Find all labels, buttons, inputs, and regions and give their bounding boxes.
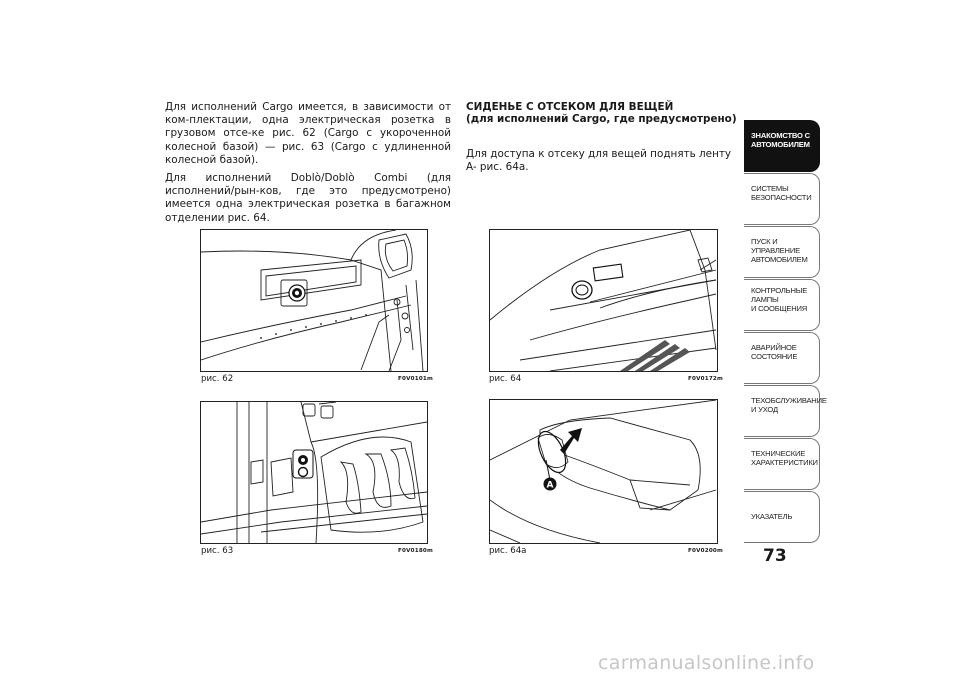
tab-label: КОНТРОЛЬНЫЕ ЛАМПЫ И СООБЩЕНИЯ bbox=[751, 286, 808, 314]
tab-emergency[interactable] bbox=[744, 332, 820, 384]
tab-technical-data[interactable] bbox=[744, 438, 820, 490]
tab-label: ЗНАКОМСТВО С АВТОМОБИЛЕМ bbox=[751, 131, 810, 150]
tab-safety[interactable] bbox=[744, 173, 820, 225]
right-text-column bbox=[466, 148, 744, 179]
figure-code: F0V0172m bbox=[688, 376, 724, 382]
figure-caption: рис. 64a bbox=[489, 546, 527, 556]
left-text-column bbox=[165, 101, 451, 230]
tab-label: УКАЗАТЕЛЬ bbox=[751, 512, 793, 521]
tab-index[interactable] bbox=[744, 491, 820, 543]
tab-label: СИСТЕМЫ БЕЗОПАСНОСТИ bbox=[751, 184, 812, 203]
figure-code: F0V0101m bbox=[398, 376, 434, 382]
paragraph: Для исполнений Cargo имеется, в зависимости от ком-плектации, одна электрическая розетка в грузовом отсе-ке рис. 62 (Cargo с укороченной колесной базой) — рис. 63 (Cargo с удлиненной колесной базой). bbox=[165, 101, 451, 166]
figure-62-illustration bbox=[200, 229, 428, 372]
page-number: 73 bbox=[763, 546, 787, 566]
figure-code: F0V0200m bbox=[688, 548, 724, 554]
tab-label: АВАРИЙНОЕ СОСТОЯНИЕ bbox=[751, 343, 798, 362]
section-heading bbox=[466, 101, 746, 126]
tab-label: ТЕХОБСЛУЖИВАНИЕ И УХОД bbox=[751, 396, 827, 415]
tab-vehicle-overview[interactable] bbox=[744, 120, 820, 172]
figure-63-illustration bbox=[200, 401, 428, 544]
tab-starting-driving[interactable] bbox=[744, 226, 820, 278]
figure-caption: рис. 63 bbox=[201, 546, 234, 556]
heading-subline: (для исполнений Cargo, где предусмотрено) bbox=[466, 113, 737, 126]
tab-label: ПУСК И УПРАВЛЕНИЕ АВТОМОБИЛЕМ bbox=[751, 237, 808, 265]
tab-warning-lights[interactable] bbox=[744, 279, 820, 331]
heading-line: СИДЕНЬЕ С ОТСЕКОМ ДЛЯ ВЕЩЕЙ bbox=[466, 101, 674, 113]
figure-caption: рис. 62 bbox=[201, 374, 234, 384]
tab-maintenance[interactable] bbox=[744, 385, 827, 437]
tab-label: ТЕХНИЧЕСКИЕ ХАРАКТЕРИСТИКИ bbox=[751, 449, 818, 468]
watermark: carmanualsonline.info bbox=[598, 652, 815, 674]
paragraph: Для исполнений Doblò/Doblò Combi (для исполнений/рын-ков, где это предусмотрено) имеется одна электрическая розетка в багажном отделении рис. 64. bbox=[165, 172, 451, 224]
figure-caption: рис. 64 bbox=[489, 374, 522, 384]
figure-code: F0V0180m bbox=[398, 548, 434, 554]
figure-64-illustration bbox=[489, 229, 718, 372]
paragraph: Для доступа к отсеку для вещей поднять ленту A- рис. 64a. bbox=[466, 148, 732, 174]
callout-a-label: A bbox=[546, 480, 554, 491]
figure-64a-illustration bbox=[489, 399, 718, 544]
